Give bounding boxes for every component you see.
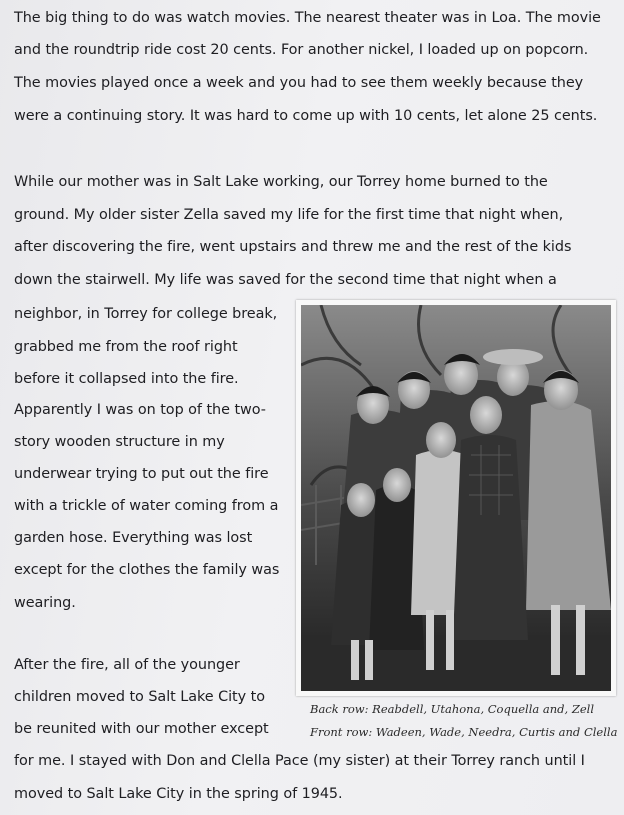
paragraph-2-wrap-line-3: before it collapsed into the fire. [14,371,239,387]
paragraph-2-line-1: While our mother was in Salt Lake working, our Torrey home burned to the [14,174,548,190]
paragraph-1-line-3: The movies played once a week and you had to see them weekly because they [14,75,584,91]
paragraph-3-line-2: moved to Salt Lake City in the spring of 1945. [14,786,343,802]
family-photo [296,300,616,696]
paragraph-2-wrap-line-9: except for the clothes the family was [14,562,280,578]
paragraph-3-wrap-line-3: be reunited with our mother except [14,721,269,737]
photo-caption-back-row: Back row: Reabdell, Utahona, Coquella and, Zell [310,702,595,716]
paragraph-2-wrap-line-1: neighbor, in Torrey for college break, [14,306,278,322]
paragraph-2-line-3: after discovering the fire, went upstairs and threw me and the rest of the kids [14,239,572,255]
paragraph-3-wrap-line-2: children moved to Salt Lake City to [14,689,265,705]
paragraph-2-wrap-line-10: wearing. [14,595,76,611]
family-photo-image [301,305,611,691]
paragraph-2-line-4: down the stairwell. My life was saved for the second time that night when a [14,272,557,288]
paragraph-1-line-2: and the roundtrip ride cost 20 cents. For another nickel, I loaded up on popcorn. [14,42,589,58]
paragraph-1-line-1: The big thing to do was watch movies. The nearest theater was in Loa. The movie [14,10,601,26]
photo-caption-front-row: Front row: Wadeen, Wade, Needra, Curtis and Clella [310,725,618,739]
paragraph-2-wrap-line-2: grabbed me from the roof right [14,339,238,355]
paragraph-2-wrap-line-5: story wooden structure in my [14,434,225,450]
paragraph-2-wrap-line-7: with a trickle of water coming from a [14,498,279,514]
paragraph-2-wrap-line-8: garden hose. Everything was lost [14,530,253,546]
paragraph-2-wrap-line-4: Apparently I was on top of the two- [14,402,266,418]
paragraph-3-line-1: for me. I stayed with Don and Clella Pace (my sister) at their Torrey ranch until I [14,753,585,769]
paragraph-2-wrap-line-6: underwear trying to put out the fire [14,466,269,482]
paragraph-1-line-4: were a continuing story. It was hard to come up with 10 cents, let alone 25 cents. [14,108,598,124]
paragraph-3-wrap-line-1: After the fire, all of the younger [14,657,240,673]
paragraph-2-line-2: ground. My older sister Zella saved my life for the first time that night when, [14,207,564,223]
